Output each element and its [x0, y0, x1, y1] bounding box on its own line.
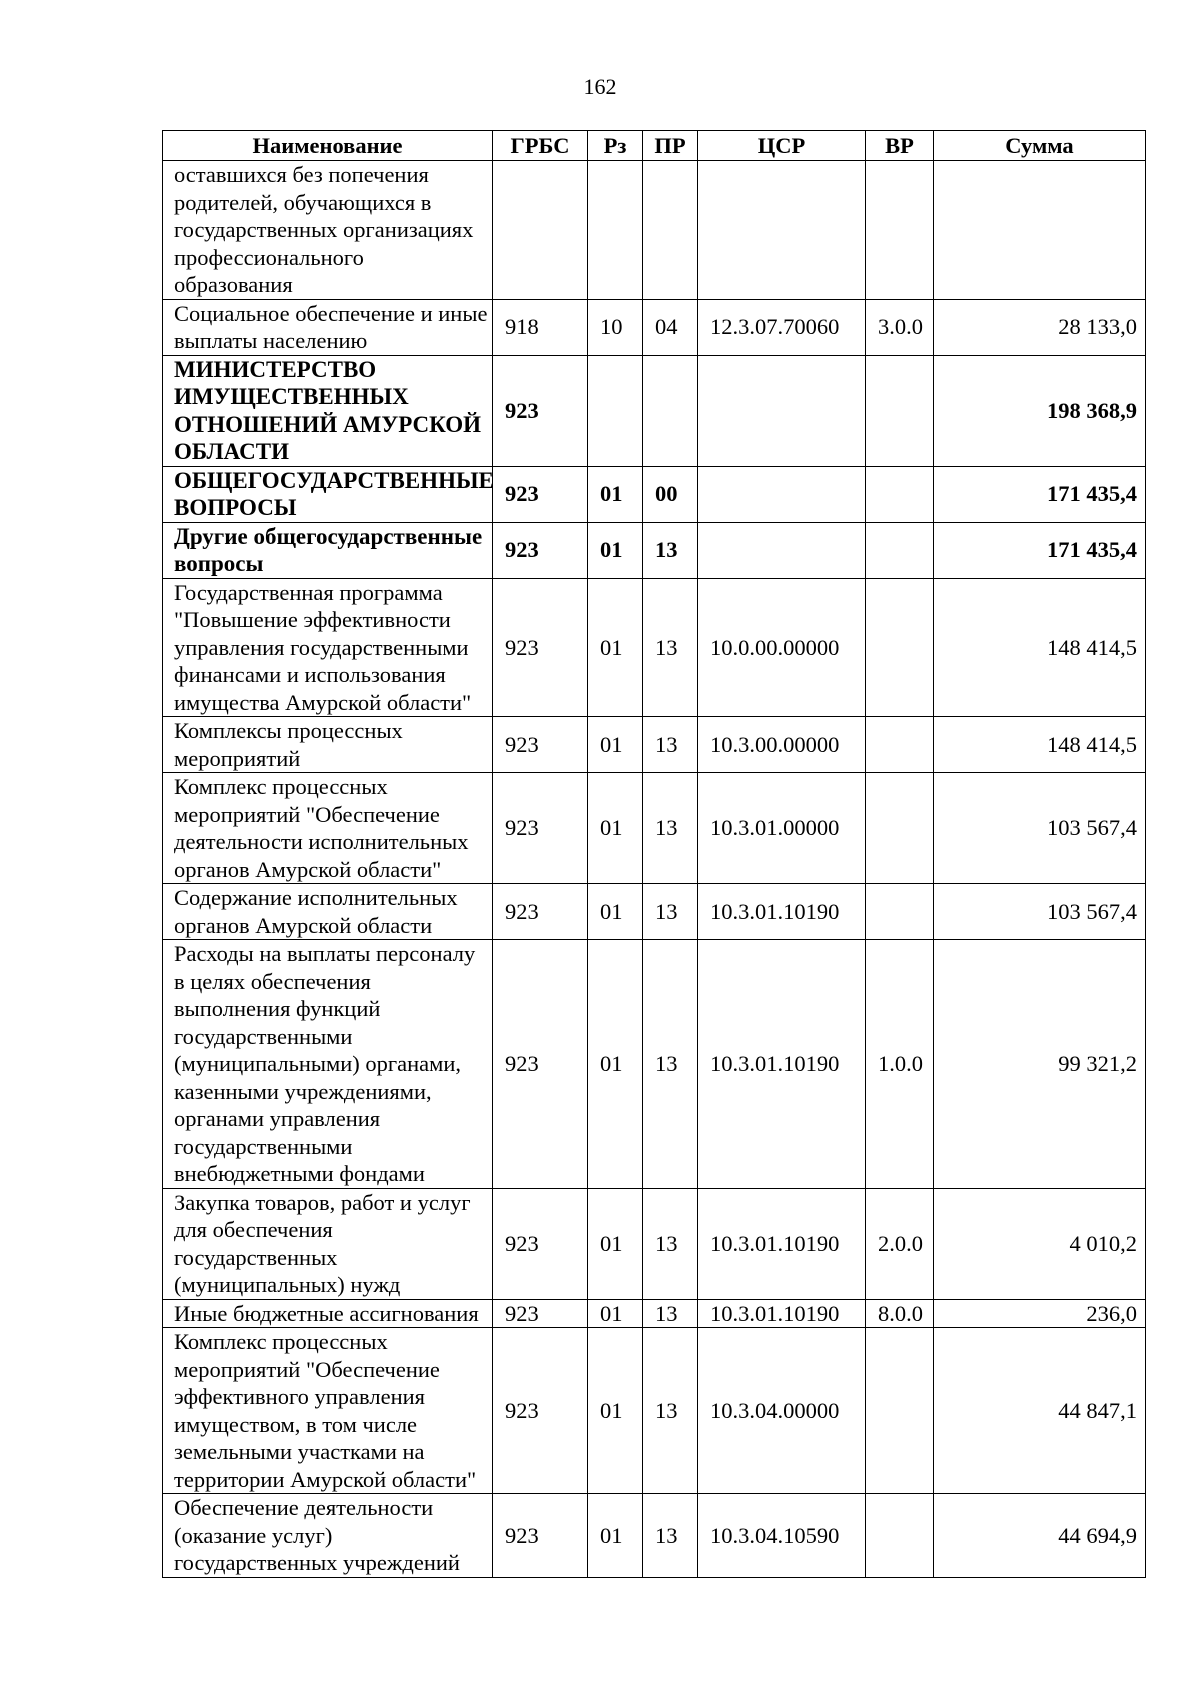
cell-sum: 44 694,9 [934, 1494, 1146, 1578]
cell-grbs: 923 [493, 1299, 588, 1328]
cell-sum: 198 368,9 [934, 355, 1146, 466]
cell-grbs: 923 [493, 1188, 588, 1299]
cell-sum: 103 567,4 [934, 773, 1146, 884]
cell-sum: 99 321,2 [934, 940, 1146, 1189]
cell-grbs: 923 [493, 578, 588, 717]
cell-grbs: 923 [493, 1328, 588, 1494]
cell-pr: 13 [643, 1494, 698, 1578]
cell-sum: 236,0 [934, 1299, 1146, 1328]
cell-grbs: 918 [493, 299, 588, 355]
cell-grbs: 923 [493, 466, 588, 522]
cell-name: ОБЩЕГОСУДАРСТВЕННЫЕ ВОПРОСЫ [163, 466, 493, 522]
cell-rz: 10 [588, 299, 643, 355]
table-header-row [163, 131, 1146, 161]
cell-rz: 01 [588, 578, 643, 717]
table-body [163, 161, 1146, 1578]
table-row [163, 1328, 1146, 1494]
cell-csr: 10.3.01.10190 [698, 940, 866, 1189]
cell-vr: 8.0.0 [866, 1299, 934, 1328]
budget-table [162, 130, 1146, 1578]
cell-name: оставшихся без попечения родителей, обучающихся в государственных организациях профессионального образования [163, 161, 493, 300]
cell-name: Социальное обеспечение и иные выплаты населению [163, 299, 493, 355]
cell-vr [866, 1494, 934, 1578]
cell-rz: 01 [588, 717, 643, 773]
table-row [163, 466, 1146, 522]
cell-vr [866, 578, 934, 717]
table-row [163, 884, 1146, 940]
cell-name: Комплекс процессных мероприятий "Обеспечение деятельности исполнительных органов Амурской области" [163, 773, 493, 884]
cell-grbs [493, 161, 588, 300]
cell-name: Обеспечение деятельности (оказание услуг) государственных учреждений [163, 1494, 493, 1578]
cell-rz [588, 355, 643, 466]
cell-vr [866, 884, 934, 940]
cell-sum: 103 567,4 [934, 884, 1146, 940]
cell-name: Комплекс процессных мероприятий "Обеспечение эффективного управления имуществом, в том числе земельными участками на территории Амурской области" [163, 1328, 493, 1494]
table-row [163, 717, 1146, 773]
table-row [163, 161, 1146, 300]
cell-csr: 10.3.04.10590 [698, 1494, 866, 1578]
table-row [163, 522, 1146, 578]
cell-sum [934, 161, 1146, 300]
cell-csr: 10.3.00.00000 [698, 717, 866, 773]
cell-rz: 01 [588, 1494, 643, 1578]
table-row [163, 1299, 1146, 1328]
cell-grbs: 923 [493, 940, 588, 1189]
header-name: Наименование [163, 131, 493, 161]
cell-sum: 44 847,1 [934, 1328, 1146, 1494]
cell-pr: 13 [643, 578, 698, 717]
cell-sum: 28 133,0 [934, 299, 1146, 355]
cell-pr: 13 [643, 940, 698, 1189]
cell-vr [866, 355, 934, 466]
cell-vr [866, 466, 934, 522]
cell-grbs: 923 [493, 1494, 588, 1578]
cell-rz: 01 [588, 1328, 643, 1494]
cell-csr: 12.3.07.70060 [698, 299, 866, 355]
cell-pr: 13 [643, 717, 698, 773]
cell-grbs: 923 [493, 773, 588, 884]
cell-vr: 3.0.0 [866, 299, 934, 355]
cell-rz: 01 [588, 940, 643, 1189]
page-number: 162 [583, 74, 617, 99]
cell-csr: 10.3.01.00000 [698, 773, 866, 884]
cell-pr: 13 [643, 522, 698, 578]
cell-csr: 10.0.00.00000 [698, 578, 866, 717]
table-row [163, 1188, 1146, 1299]
cell-name: Другие общегосударственные вопросы [163, 522, 493, 578]
header-pr: ПР [643, 131, 698, 161]
cell-csr: 10.3.01.10190 [698, 1299, 866, 1328]
table-row [163, 940, 1146, 1189]
cell-rz: 01 [588, 522, 643, 578]
cell-rz: 01 [588, 884, 643, 940]
cell-sum: 148 414,5 [934, 717, 1146, 773]
cell-rz [588, 161, 643, 300]
cell-rz: 01 [588, 466, 643, 522]
table-row [163, 355, 1146, 466]
cell-vr [866, 773, 934, 884]
cell-pr: 13 [643, 884, 698, 940]
cell-rz: 01 [588, 773, 643, 884]
header-grbs: ГРБС [493, 131, 588, 161]
cell-vr: 2.0.0 [866, 1188, 934, 1299]
table-row [163, 299, 1146, 355]
cell-vr [866, 1328, 934, 1494]
cell-pr [643, 355, 698, 466]
cell-vr [866, 717, 934, 773]
cell-sum: 171 435,4 [934, 522, 1146, 578]
cell-pr: 00 [643, 466, 698, 522]
cell-sum: 148 414,5 [934, 578, 1146, 717]
cell-rz: 01 [588, 1299, 643, 1328]
header-sum: Сумма [934, 131, 1146, 161]
cell-csr [698, 161, 866, 300]
cell-rz: 01 [588, 1188, 643, 1299]
cell-name: МИНИСТЕРСТВО ИМУЩЕСТВЕННЫХ ОТНОШЕНИЙ АМУРСКОЙ ОБЛАСТИ [163, 355, 493, 466]
cell-grbs: 923 [493, 717, 588, 773]
table-row [163, 578, 1146, 717]
cell-pr: 13 [643, 1299, 698, 1328]
cell-pr: 13 [643, 1328, 698, 1494]
cell-pr [643, 161, 698, 300]
cell-grbs: 923 [493, 355, 588, 466]
cell-csr [698, 522, 866, 578]
table-row [163, 773, 1146, 884]
cell-vr: 1.0.0 [866, 940, 934, 1189]
cell-sum: 4 010,2 [934, 1188, 1146, 1299]
cell-sum: 171 435,4 [934, 466, 1146, 522]
cell-pr: 13 [643, 773, 698, 884]
cell-grbs: 923 [493, 522, 588, 578]
cell-pr: 04 [643, 299, 698, 355]
table-row [163, 1494, 1146, 1578]
cell-grbs: 923 [493, 884, 588, 940]
cell-csr: 10.3.01.10190 [698, 1188, 866, 1299]
cell-vr [866, 522, 934, 578]
cell-csr: 10.3.01.10190 [698, 884, 866, 940]
cell-name: Закупка товаров, работ и услуг для обеспечения государственных (муниципальных) нужд [163, 1188, 493, 1299]
cell-name: Комплексы процессных мероприятий [163, 717, 493, 773]
header-rz: Рз [588, 131, 643, 161]
cell-name: Содержание исполнительных органов Амурской области [163, 884, 493, 940]
header-csr: ЦСР [698, 131, 866, 161]
header-vr: ВР [866, 131, 934, 161]
cell-name: Расходы на выплаты персоналу в целях обеспечения выполнения функций государственными (муниципальными) органами, казенными учреждениями, органами управления государственными внебюджетными фондами [163, 940, 493, 1189]
cell-csr: 10.3.04.00000 [698, 1328, 866, 1494]
cell-csr [698, 466, 866, 522]
cell-name: Иные бюджетные ассигнования [163, 1299, 493, 1328]
cell-pr: 13 [643, 1188, 698, 1299]
cell-vr [866, 161, 934, 300]
cell-name: Государственная программа "Повышение эффективности управления государственными финансами и использования имущества Амурской области" [163, 578, 493, 717]
cell-csr [698, 355, 866, 466]
